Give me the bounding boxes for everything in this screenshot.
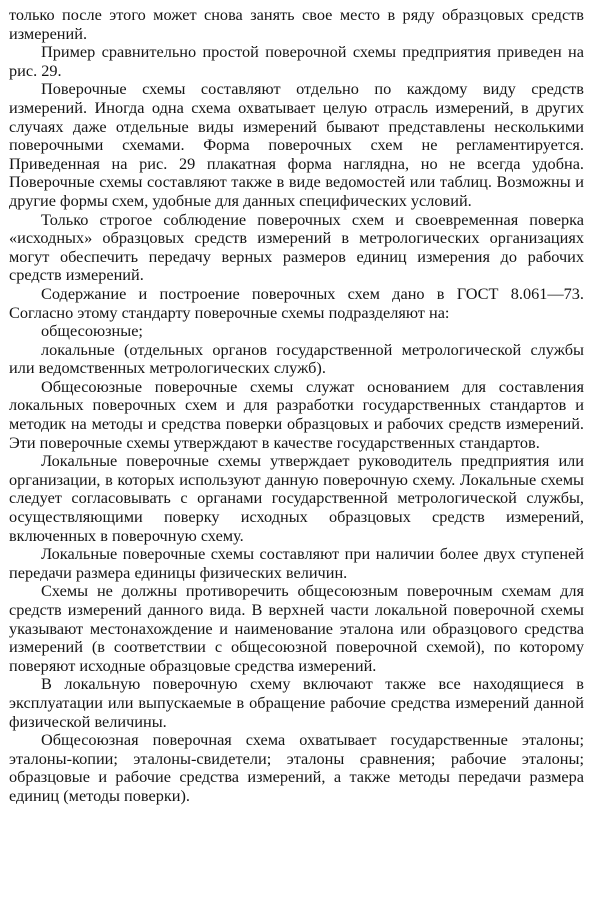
list-item: общесоюзные; xyxy=(41,321,143,341)
paragraph: Содержание и построение поверочных схем дано в ГОСТ 8.061—73. Согласно этому стандарту поверочные схемы подразделяют на: xyxy=(9,283,584,322)
paragraph: Только строгое соблюдение поверочных схем и своевременная поверка «исходных» образцовых средств измерений в метрологических организациях могут обеспечить передачу верных размеров единиц измерения до рабочих средств измерений. xyxy=(9,209,584,285)
paragraph: Схемы не должны противоречить общесоюзным поверочным схемам для средств измерений данного вида. В верхней части локальной поверочной схемы указывают местонахождение и наименование эталона или образцового средства измерений (в соответствии с общесоюзной поверочной схемой), по которому поверяют исходные образцовые средства измерений. xyxy=(9,581,584,675)
paragraph: только после этого может снова занять свое место в ряду образцовых средств измерений. xyxy=(9,5,584,43)
list-item: локальные (отдельных органов государственной метрологической службы или ведомственных метрологических служб). xyxy=(9,339,584,378)
paragraph: Общесоюзные поверочные схемы служат основанием для составления локальных поверочных схем и для разработки государственных стандартов и методик на методы и средства поверки образцовых и рабочих средств измерений. Эти поверочные схемы утверждают в качестве государственных стандартов. xyxy=(9,376,584,452)
paragraph: В локальную поверочную схему включают также все находящиеся в эксплуатации или выпускаемые в обращение рабочие средства измерений данной физической величины. xyxy=(9,674,584,731)
paragraph: Пример сравнительно простой поверочной схемы предприятия приведен на рис. 29. xyxy=(9,42,584,80)
paragraph: Локальные поверочные схемы составляют при наличии более двух ступеней передачи размера единицы физических величин. xyxy=(9,544,584,582)
paragraph: Локальные поверочные схемы утверждает руководитель предприятия или организации, в которых используют данную поверочную схему. Локальные схемы следует согласовывать с органами государственной метрологической службы, осуществляющими поверку исходных образцовых средств измерений, включенных в поверочную схему. xyxy=(9,451,584,545)
paragraph: Поверочные схемы составляют отдельно по каждому виду средств измерений. Иногда одна схема охватывает целую отрасль измерений, в других случаях даже отдельные виды измерений бывают представлены несколькими поверочными схемами. Форма поверочных схем не регламентируется. Приведенная на рис. 29 плакатная форма наглядна, но не всегда удобна. Поверочные схемы составляют также в виде ведомостей или таблиц. Возможны и другие формы схем, удобные для данных специфических условий. xyxy=(9,79,584,210)
paragraph: Общесоюзная поверочная схема охватывает государственные эталоны; эталоны-копии; эталоны-свидетели; эталоны сравнения; рабочие эталоны; образцовые и рабочие средства измерений, а также методы передачи размера единиц (методы поверки). xyxy=(9,730,584,805)
